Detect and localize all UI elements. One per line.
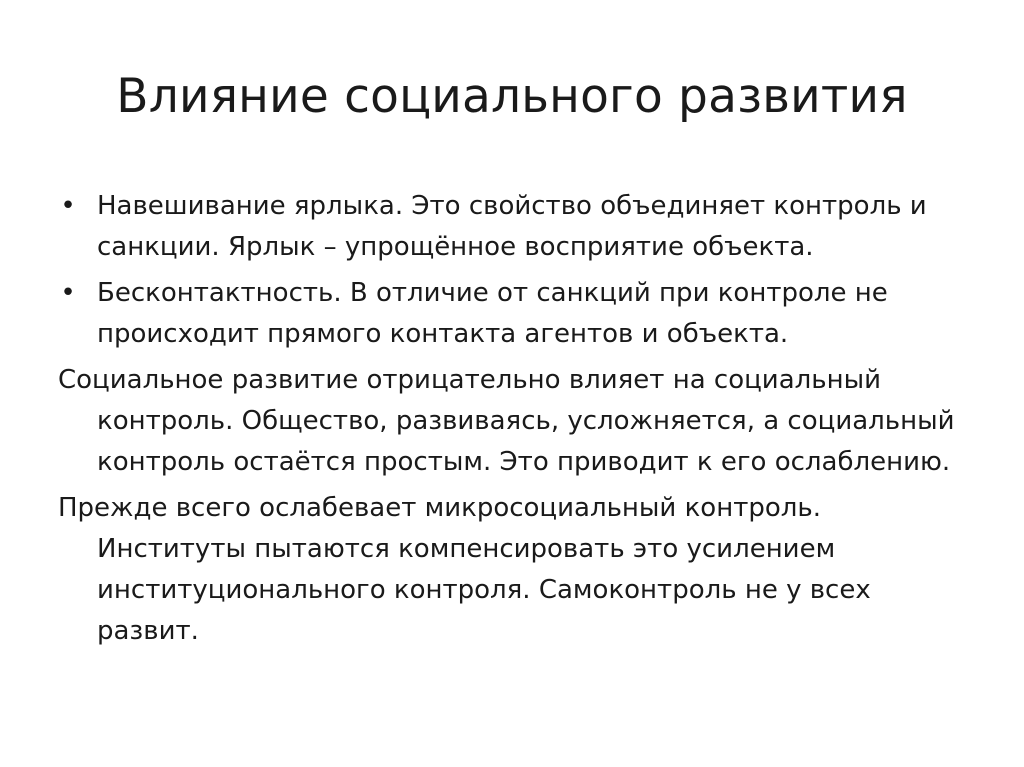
bullet-icon: •	[60, 191, 76, 221]
paragraph-microsocial-control: Прежде всего ослабевает микросоциальный контроль. Институты пытаются компенсировать это усилением институционального контроля. Самоконтроль не у всех развит.	[58, 493, 871, 646]
bullet-item-label	[58, 186, 968, 268]
bullet-item-contactless	[58, 273, 968, 355]
bullet-text: Навешивание ярлыка. Это свойство объединяет контроль и санкции. Ярлык – упрощённое восприятие объекта.	[97, 191, 927, 262]
bullet-text: Бесконтактность. В отличие от санкций при контроле не происходит прямого контакта агентов и объекта.	[97, 278, 888, 349]
slide-body	[58, 186, 968, 657]
paragraph-social-development: Социальное развитие отрицательно влияет на социальный контроль. Общество, развиваясь, усложняется, а социальный контроль остаётся простым. Это приводит к его ослаблению.	[58, 365, 955, 477]
slide-title: Влияние социального развития	[116, 69, 908, 124]
bullet-icon: •	[60, 278, 76, 308]
